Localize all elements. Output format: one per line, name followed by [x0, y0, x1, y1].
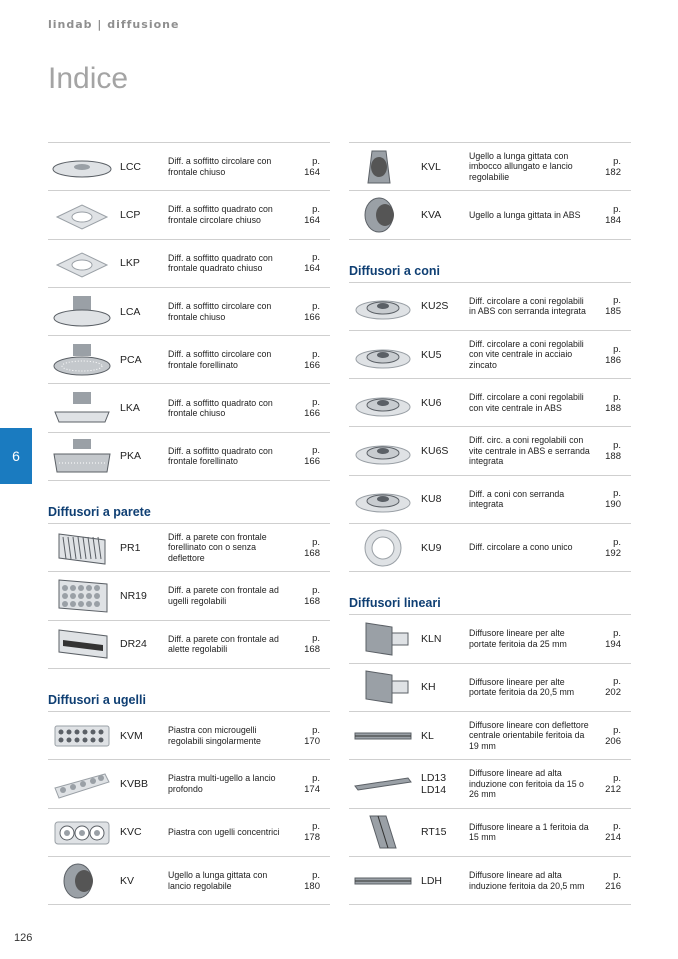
page-reference[interactable] [292, 537, 330, 559]
product-list [48, 142, 330, 481]
product-code: PCA [120, 353, 142, 366]
page-reference[interactable] [292, 773, 330, 795]
page-reference[interactable] [593, 870, 631, 892]
page-value: 164 [304, 263, 320, 275]
page-value: 190 [605, 499, 621, 511]
page-prefix: p. [312, 348, 320, 360]
page-reference[interactable] [292, 821, 330, 843]
page-reference[interactable] [593, 676, 631, 698]
product-code: KU8 [421, 493, 442, 506]
section-diffusori-lineari [349, 572, 631, 905]
page-prefix: p. [613, 821, 621, 833]
product-code: PR1 [120, 541, 141, 554]
product-row-lcc[interactable] [48, 143, 330, 191]
page-prefix: p. [312, 536, 320, 548]
page-reference[interactable] [292, 445, 330, 467]
product-description: Diffusore lineare ad alta induzione con feritoia da 15 o 26 mm [469, 768, 584, 800]
product-list [48, 523, 330, 669]
page-prefix: p. [613, 724, 621, 736]
page-prefix: p. [613, 343, 621, 355]
product-row-pr1[interactable] [48, 524, 330, 572]
page-value: 216 [605, 880, 621, 892]
page-value: 188 [605, 402, 621, 414]
page-prefix: p. [613, 155, 621, 167]
product-description: Diff. circolare a cono unico [469, 542, 573, 553]
page-value: 166 [304, 311, 320, 323]
product-list [349, 282, 631, 573]
left-column [48, 142, 330, 905]
product-row-ldh[interactable] [349, 857, 631, 905]
page-title: Indice [48, 62, 129, 95]
product-description: Diff. a parete con frontale ad alette regolabili [168, 633, 279, 655]
perforated-square-diffuser-icon [48, 434, 116, 478]
product-row-lcp[interactable] [48, 191, 330, 239]
page-value: 188 [605, 451, 621, 463]
product-description: Diff. circ. a coni regolabili con vite centrale in ABS e serranda integrata [469, 435, 590, 467]
product-row-ku8[interactable] [349, 476, 631, 524]
concentric-nozzle-plate-icon [48, 810, 116, 854]
page-reference[interactable] [292, 870, 330, 892]
linear-diffuser-box-icon [349, 665, 417, 709]
product-row-ld13-ld14[interactable] [349, 760, 631, 808]
page-value: 164 [304, 166, 320, 178]
product-row-lkp[interactable] [48, 240, 330, 288]
product-code: NR19 [120, 590, 147, 603]
section-diffusori-a-parete [48, 481, 330, 669]
product-description: Diff. a soffitto quadrato con frontale forellinato [168, 445, 273, 467]
product-code: LCA [120, 305, 141, 318]
page-reference[interactable] [593, 295, 631, 317]
long-throw-nozzle-icon [48, 859, 116, 903]
page-value: 166 [304, 456, 320, 468]
page-reference[interactable] [593, 344, 631, 366]
page-reference[interactable] [593, 204, 631, 226]
product-list [48, 711, 330, 905]
section-spacer [349, 572, 631, 594]
page-value: 192 [605, 547, 621, 559]
chapter-tab[interactable]: 6 [0, 428, 32, 484]
square-diffuser-with-neck-icon [48, 386, 116, 430]
linear-diffuser-plenum-icon [349, 617, 417, 661]
page-prefix: p. [613, 203, 621, 215]
page-prefix: p. [613, 676, 621, 688]
product-row-kvc[interactable] [48, 809, 330, 857]
section-spacer [48, 481, 330, 503]
cone-diffuser-abs-icon [349, 381, 417, 425]
page-prefix: p. [312, 445, 320, 457]
cone-diffuser-steel-icon [349, 333, 417, 377]
page-value: 214 [605, 832, 621, 844]
section-spacer [48, 669, 330, 691]
perforated-round-diffuser-icon [48, 338, 116, 382]
product-row-lka[interactable] [48, 384, 330, 432]
product-description: Diff. a parete con frontale ad ugelli regolabili [168, 585, 279, 607]
product-code: RT15 [421, 826, 447, 839]
page-value: 174 [304, 783, 320, 795]
product-code: KLN [421, 633, 442, 646]
page-reference[interactable] [593, 628, 631, 650]
single-cone-diffuser-icon [349, 526, 417, 570]
product-row-ku5[interactable] [349, 331, 631, 379]
product-row-dr24[interactable] [48, 621, 330, 669]
product-description: Diff. a soffitto circolare con frontale chiuso [168, 300, 272, 322]
product-code: KU6 [421, 396, 442, 409]
linear-slot-deflector-icon [349, 714, 417, 758]
page-reference[interactable] [292, 585, 330, 607]
product-row-kvm[interactable] [48, 712, 330, 760]
product-description: Diff. a soffitto circolare con frontale chiuso [168, 156, 272, 177]
product-code: KU9 [421, 541, 442, 554]
page-reference[interactable] [292, 156, 330, 178]
page-value: 182 [605, 166, 621, 178]
product-row-pca[interactable] [48, 336, 330, 384]
page-value: 202 [605, 687, 621, 699]
page-prefix: p. [613, 391, 621, 403]
page-prefix: p. [312, 772, 320, 784]
cone-diffuser-abs-damper-icon [349, 429, 417, 473]
page-reference[interactable] [292, 252, 330, 274]
product-description: Ugello a lunga gittata con lancio regolabile [168, 869, 268, 891]
product-description: Diff. a soffitto circolare con frontale forellinato [168, 349, 272, 370]
page-prefix: p. [312, 252, 320, 264]
section-general [349, 142, 631, 240]
square-plate-diffuser-icon [48, 241, 116, 285]
cone-diffuser-damper-icon [349, 284, 417, 328]
product-row-kl[interactable] [349, 712, 631, 760]
round-ceiling-diffuser-icon [48, 145, 116, 189]
product-row-kvbb[interactable] [48, 760, 330, 808]
product-code: LCC [120, 160, 142, 173]
product-code: LKA [120, 402, 140, 415]
section-title: Diffusori lineari [349, 596, 441, 611]
product-description: Diff. a soffitto quadrato con frontale quadrato chiuso [168, 252, 273, 274]
page-prefix: p. [613, 295, 621, 307]
page-value: 164 [304, 214, 320, 226]
page-reference[interactable] [593, 773, 631, 795]
page-value: 206 [605, 735, 621, 747]
page-reference[interactable] [593, 821, 631, 843]
product-row-ku9[interactable] [349, 524, 631, 572]
product-description: Piastra con ugelli concentrici [168, 826, 280, 837]
page-value: 168 [304, 547, 320, 559]
page-value: 168 [304, 596, 320, 608]
extended-nozzle-icon [349, 145, 417, 189]
product-description: Piastra multi-ugello a lancio profondo [168, 773, 276, 794]
page-prefix: p. [312, 585, 320, 597]
page-reference[interactable] [593, 156, 631, 178]
abs-nozzle-icon [349, 193, 417, 237]
page-prefix: p. [312, 397, 320, 409]
section-diffusori-a-ugelli [48, 669, 330, 905]
page-value: 194 [605, 639, 621, 651]
section-title: Diffusori a parete [48, 505, 151, 520]
product-description: Piastra con microugelli regolabili singolarmente [168, 725, 261, 746]
page-reference[interactable] [593, 488, 631, 510]
page-reference[interactable] [292, 349, 330, 371]
wall-grille-perforated-icon [48, 526, 116, 570]
page-value: 178 [304, 832, 320, 844]
product-code: KU6S [421, 445, 449, 458]
product-description: Diff. a soffitto quadrato con frontale chiuso [168, 397, 273, 419]
section-title: Diffusori a ugelli [48, 692, 146, 707]
cone-diffuser-integrated-damper-icon [349, 477, 417, 521]
page-prefix: p. [312, 633, 320, 645]
page-prefix: p. [613, 440, 621, 452]
page-prefix: p. [613, 869, 621, 881]
square-ceiling-diffuser-icon [48, 193, 116, 237]
page-reference[interactable] [593, 440, 631, 462]
brand-header: lindab | diffusione [48, 18, 180, 31]
product-row-ku6[interactable] [349, 379, 631, 427]
page-value: 185 [605, 306, 621, 318]
product-code: LD13 LD14 [421, 771, 447, 796]
product-row-pka[interactable] [48, 433, 330, 481]
product-description: Diff. a parete con frontale forellinato con o senza deflettore [168, 531, 267, 564]
product-description: Ugello a lunga gittata in ABS [469, 209, 581, 220]
page-reference[interactable] [593, 725, 631, 747]
page-value: 166 [304, 359, 320, 371]
micro-nozzle-plate-icon [48, 714, 116, 758]
section-general [48, 142, 330, 481]
round-diffuser-with-neck-icon [48, 290, 116, 334]
section-title: Diffusori a coni [349, 263, 440, 278]
page-reference[interactable] [292, 633, 330, 655]
page-prefix: p. [613, 536, 621, 548]
section-spacer [349, 240, 631, 262]
product-row-rt15[interactable] [349, 809, 631, 857]
page-value: 168 [304, 644, 320, 656]
page-prefix: p. [613, 488, 621, 500]
page-value: 186 [605, 354, 621, 366]
high-induction-linear-icon [349, 762, 417, 806]
linear-slot-thin-icon [349, 859, 417, 903]
product-row-ku2s[interactable] [349, 283, 631, 331]
product-code: KL [421, 729, 434, 742]
product-description: Diff. circolare a coni regolabili in ABS con serranda integrata [469, 295, 586, 317]
product-description: Diffusore lineare con deflettore centrale orientabile feritoia da 19 mm [469, 719, 589, 751]
product-code: LCP [120, 208, 141, 221]
page-reference[interactable] [292, 725, 330, 747]
multi-nozzle-plate-icon [48, 762, 116, 806]
single-slot-linear-icon [349, 810, 417, 854]
product-code: DR24 [120, 638, 147, 651]
product-row-kh[interactable] [349, 664, 631, 712]
product-description: Ugello a lunga gittata con imbocco allungato e lancio regolabilie [469, 150, 573, 182]
product-description: Diffusore lineare per alte portate feritoia da 20,5 mm [469, 676, 575, 698]
page-prefix: p. [312, 300, 320, 312]
product-code: KV [120, 874, 135, 887]
right-column [349, 142, 631, 905]
page-reference[interactable] [593, 392, 631, 414]
page-prefix: p. [312, 869, 320, 881]
page-prefix: p. [613, 628, 621, 640]
product-list [349, 614, 631, 905]
product-list [349, 142, 631, 240]
product-description: Diff. a coni con serranda integrata [469, 488, 565, 510]
product-row-lca[interactable] [48, 288, 330, 336]
product-row-kva[interactable] [349, 191, 631, 239]
page-value: 212 [605, 783, 621, 795]
product-code: KH [421, 681, 436, 694]
page-reference[interactable] [292, 204, 330, 226]
product-row-kln[interactable] [349, 615, 631, 663]
page-prefix: p. [613, 772, 621, 784]
product-code: KVL [421, 160, 441, 173]
page-reference[interactable] [292, 397, 330, 419]
product-code: KVBB [120, 777, 149, 790]
product-description: Diff. circolare a coni regolabili con vite centrale in ABS [469, 392, 584, 413]
product-description: Diffusore lineare a 1 feritoia da 15 mm [469, 821, 589, 843]
page-value: 180 [304, 880, 320, 892]
page-prefix: p. [312, 724, 320, 736]
product-code: PKA [120, 450, 142, 463]
page-value: 184 [605, 214, 621, 226]
page-reference[interactable] [593, 537, 631, 559]
page-reference[interactable] [292, 301, 330, 323]
page-prefix: p. [312, 155, 320, 167]
product-code: KVC [120, 826, 142, 839]
product-description: Diffusore lineare per alte portate feritoia da 25 mm [469, 628, 567, 650]
product-row-ku6s[interactable] [349, 427, 631, 475]
product-code: LKP [120, 257, 140, 270]
wall-nozzle-grille-icon [48, 574, 116, 618]
product-description: Diffusore lineare ad alta induzione feritoia da 20,5 mm [469, 869, 585, 891]
product-code: KU5 [421, 348, 442, 361]
product-code: KU2S [421, 300, 449, 313]
product-code: LDH [421, 874, 443, 887]
page-value: 170 [304, 735, 320, 747]
section-diffusori-a-coni [349, 240, 631, 573]
product-row-kvl[interactable] [349, 143, 631, 191]
wall-louver-grille-icon [48, 622, 116, 666]
product-description: Diff. a soffitto quadrato con frontale circolare chiuso [168, 204, 273, 225]
product-code: KVA [421, 208, 442, 221]
page-prefix: p. [312, 203, 320, 215]
page-number: 126 [14, 932, 33, 944]
product-row-nr19[interactable] [48, 572, 330, 620]
page-prefix: p. [312, 821, 320, 833]
product-description: Diff. circolare a coni regolabili con vite centrale in acciaio zincato [469, 338, 584, 370]
product-row-kv[interactable] [48, 857, 330, 905]
page-value: 166 [304, 408, 320, 420]
product-code: KVM [120, 729, 143, 742]
